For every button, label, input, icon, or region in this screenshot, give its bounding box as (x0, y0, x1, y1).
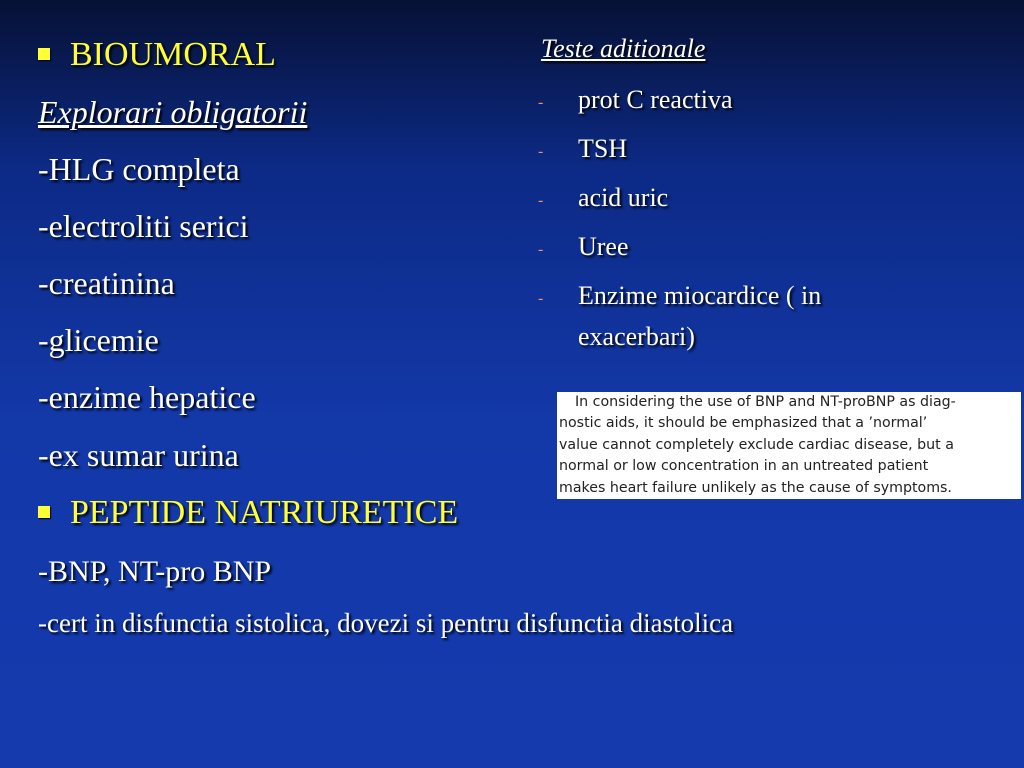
bnp-line: -BNP, NT-pro BNP (38, 555, 272, 588)
list-item: -HLG completa (38, 151, 240, 187)
quote-line: In considering the use of BNP and NT-proBNP as diag- (575, 394, 956, 410)
quote-line: nostic aids, it should be emphasized that a ’normal’ (559, 415, 928, 432)
right-list-item: Uree (578, 232, 629, 261)
section-title: BIOUMORAL (70, 36, 276, 73)
quote-line: value cannot completely exclude cardiac disease, but a (559, 436, 954, 453)
square-bullet-icon (38, 506, 50, 518)
right-list-item-continuation: exacerbari) (578, 322, 695, 351)
cert-line: -cert in disfunctia sistolica, dovezi si pentru disfunctia diastolica (38, 608, 734, 638)
quote-box (557, 392, 1021, 499)
section-bioumoral (38, 36, 276, 74)
right-title: Teste aditionale (541, 34, 706, 63)
square-bullet-icon (38, 48, 50, 60)
list-item: -enzime hepatice (38, 379, 256, 415)
list-item: -ex sumar urina (38, 437, 239, 473)
dash-bullet-icon: - (538, 143, 544, 160)
right-list-item: Enzime miocardice ( in (578, 281, 822, 310)
dash-bullet-icon: - (538, 192, 544, 209)
right-list-item: acid uric (578, 183, 669, 212)
dash-bullet-icon: - (538, 290, 544, 307)
dash-bullet-icon: - (538, 94, 544, 111)
subtitle-explorari: Explorari obligatorii (38, 94, 308, 130)
dash-bullet-icon: - (538, 241, 544, 258)
list-item: -creatinina (38, 265, 175, 301)
right-list-item: prot C reactiva (578, 85, 733, 114)
quote-line: makes heart failure unlikely as the cause of symptoms. (559, 479, 952, 496)
right-list-item: TSH (578, 134, 628, 163)
quote-line: normal or low concentration in an untreated patient (559, 458, 929, 475)
list-item: -glicemie (38, 322, 159, 358)
section-peptide (38, 494, 458, 532)
section-title: PEPTIDE NATRIURETICE (70, 494, 459, 531)
list-item: -electroliti serici (38, 208, 249, 244)
